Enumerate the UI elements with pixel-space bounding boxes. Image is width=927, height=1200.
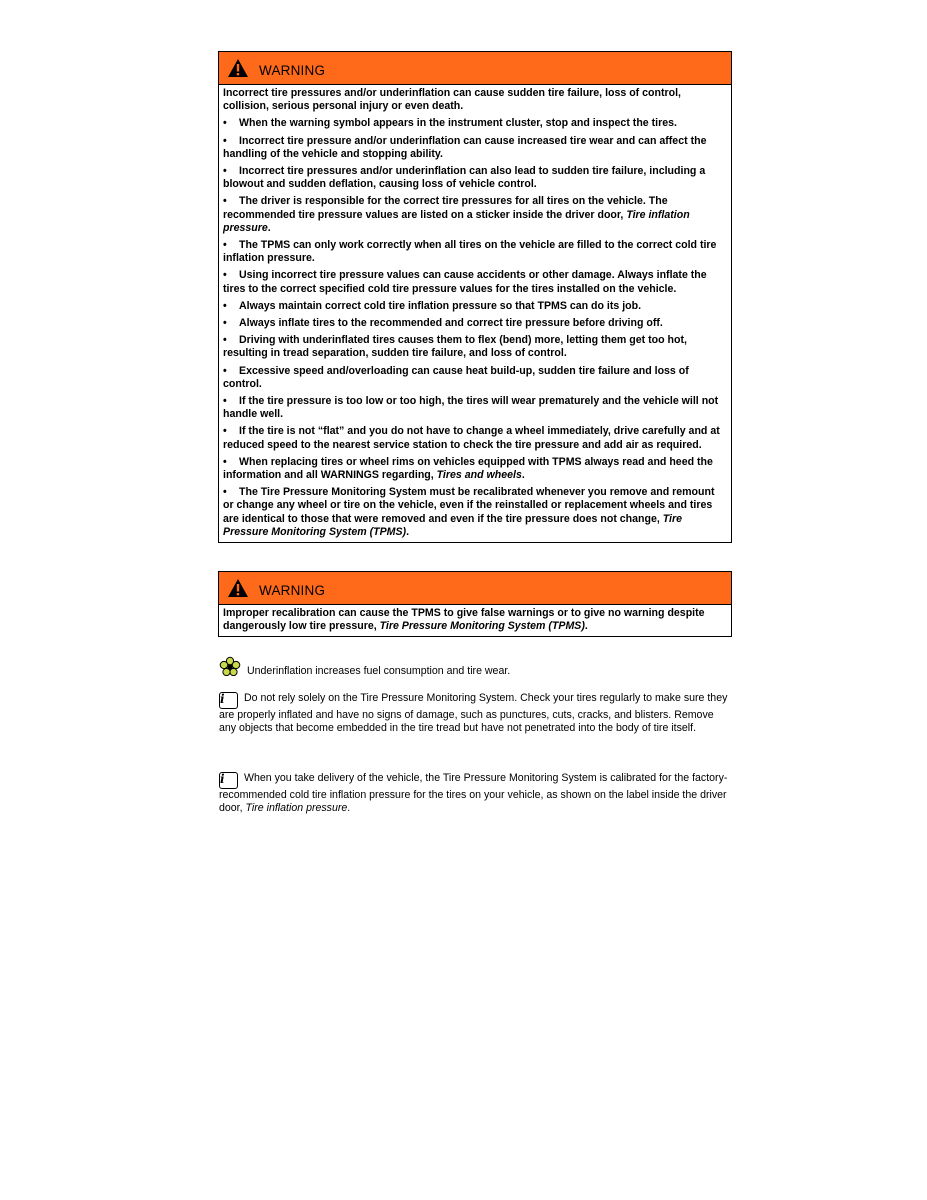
note-text: When you take delivery of the vehicle, the Tire Pressure Monitoring System is calibrated for the factory-recommended cold tire inflation pressure for the tires on your vehicle, as shown on the label inside the driver door, <box>219 772 728 815</box>
list-item-text: Incorrect tire pressures and/or underinflation can also lead to sudden tire failure, including a blowout and sudden deflation, causing loss of vehicle control. <box>223 165 706 191</box>
bullet-icon: • <box>223 364 227 377</box>
bullet-icon: • <box>223 317 227 330</box>
list-item-text: The Tire Pressure Monitoring System must be recalibrated whenever you remove and remount or change any wheel or tire on the vehicle, even if the reinstalled or replacement wheels and tires are identical to those that were removed and even if the tire pressure does not change, <box>223 486 715 525</box>
warning-list-item <box>223 117 727 130</box>
info-note-delivery <box>219 772 731 815</box>
warning-list-item <box>223 365 727 391</box>
info-icon: i <box>219 772 238 789</box>
warning-triangle-icon <box>227 58 249 78</box>
warning-intro: Incorrect tire pressures and/or underinflation can cause sudden tire failure, loss of control, collision, serious personal injury or even death. <box>223 87 681 113</box>
cross-reference-link[interactable]: Tires and wheels <box>436 469 522 482</box>
punctuation: . <box>406 525 410 538</box>
note-text: Underinflation increases fuel consumption and tire wear. <box>247 665 511 677</box>
punctuation: . <box>267 221 271 234</box>
warning-list-item <box>223 317 727 330</box>
warning-triangle-icon <box>227 578 249 598</box>
warning-list-item <box>223 195 727 235</box>
list-item-text: The driver is responsible for the correct tire pressures for all tires on the vehicle. The recommended tire pressure values are listed on a sticker inside the driver door, <box>223 195 668 221</box>
warning-list-item <box>223 456 727 482</box>
bullet-icon: • <box>223 269 227 282</box>
info-icon: i <box>219 692 238 709</box>
list-item-text: Excessive speed and/overloading can cause heat build-up, sudden tire failure and loss of control. <box>223 364 689 390</box>
bullet-icon: • <box>223 395 227 408</box>
warning-text <box>223 607 727 633</box>
punctuation: . <box>584 620 588 633</box>
list-item-text: When replacing tires or wheel rims on vehicles equipped with TPMS always read and heed the information and all WARNINGS regarding, <box>223 455 713 482</box>
warning-header <box>219 572 731 605</box>
warning-list-item <box>223 135 727 161</box>
warning-list-item <box>223 334 727 360</box>
list-item-text: If the tire is not “flat” and you do not have to change a wheel immediately, drive carefully and at reduced speed to the nearest service station to check the tire pressure and add air as required. <box>223 425 720 451</box>
warning-list-item <box>223 395 727 421</box>
bullet-icon: • <box>223 239 227 252</box>
cross-reference-link[interactable]: Tire inflation pressure <box>223 208 690 234</box>
warning-text-main: Improper recalibration can cause the TPMS to give false warnings or to give no warning despite dangerously low tire pressure, <box>223 607 705 633</box>
bullet-icon: • <box>223 165 227 178</box>
warning-title: WARNING <box>259 62 326 78</box>
info-note-rely <box>219 692 731 735</box>
note-text: Do not rely solely on the Tire Pressure Monitoring System. Check your tires regularly to make sure they are properly inflated and have no signs of damage, such as punctures, cuts, cracks, and blisters. Remove any objects that become embedded in the tire tread but have not penetrated into the body of tire itself. <box>219 692 728 735</box>
warning-title: WARNING <box>259 582 326 598</box>
cross-reference-link[interactable]: Tire inflation pressure <box>245 802 348 815</box>
list-item-text: Using incorrect tire pressure values can cause accidents or other damage. Always inflate the tires to the correct specified cold tire pressure values for the tires installed on the vehicle. <box>223 269 707 295</box>
bullet-icon: • <box>223 134 227 147</box>
list-item-text: When the warning symbol appears in the instrument cluster, stop and inspect the tires. <box>239 117 677 130</box>
list-item-text: Always inflate tires to the recommended and correct tire pressure before driving off. <box>239 317 663 330</box>
flower-icon <box>219 656 241 680</box>
warning-list-item <box>223 269 727 295</box>
warning-box-tire-pressure <box>218 51 732 543</box>
warning-list <box>223 117 727 539</box>
environment-note <box>219 656 731 680</box>
bullet-icon: • <box>223 455 227 468</box>
cross-reference-link[interactable]: Tire Pressure Monitoring System (TPMS) <box>223 512 683 538</box>
cross-reference-link[interactable]: Tire Pressure Monitoring System (TPMS) <box>379 620 585 633</box>
warning-list-item <box>223 486 727 539</box>
punctuation: . <box>347 802 351 815</box>
list-item-text: Driving with underinflated tires causes them to flex (bend) more, letting them get too hot, resulting in tread separation, sudden tire failure, and loss of control. <box>223 334 687 360</box>
warning-header <box>219 52 731 85</box>
warning-body <box>219 605 731 636</box>
list-item-text: The TPMS can only work correctly when all tires on the vehicle are filled to the correct cold tire inflation pressure. <box>223 239 717 265</box>
list-item-text: Always maintain correct cold tire inflation pressure so that TPMS can do its job. <box>239 299 642 312</box>
warning-list-item <box>223 300 727 313</box>
warning-list-item <box>223 165 727 191</box>
warning-body <box>219 85 731 542</box>
bullet-icon: • <box>223 299 227 312</box>
bullet-icon: • <box>223 425 227 438</box>
bullet-icon: • <box>223 486 227 499</box>
list-item-text: If the tire pressure is too low or too high, the tires will wear prematurely and the vehicle will not handle well. <box>223 395 719 421</box>
bullet-icon: • <box>223 334 227 347</box>
warning-list-item <box>223 425 727 451</box>
warning-box-recalibration <box>218 571 732 637</box>
list-item-text: Incorrect tire pressure and/or underinflation can cause increased tire wear and can affect the handling of the vehicle and stopping ability. <box>223 134 707 160</box>
bullet-icon: • <box>223 117 227 130</box>
punctuation: . <box>521 469 525 482</box>
warning-list-item <box>223 239 727 265</box>
bullet-icon: • <box>223 195 227 208</box>
